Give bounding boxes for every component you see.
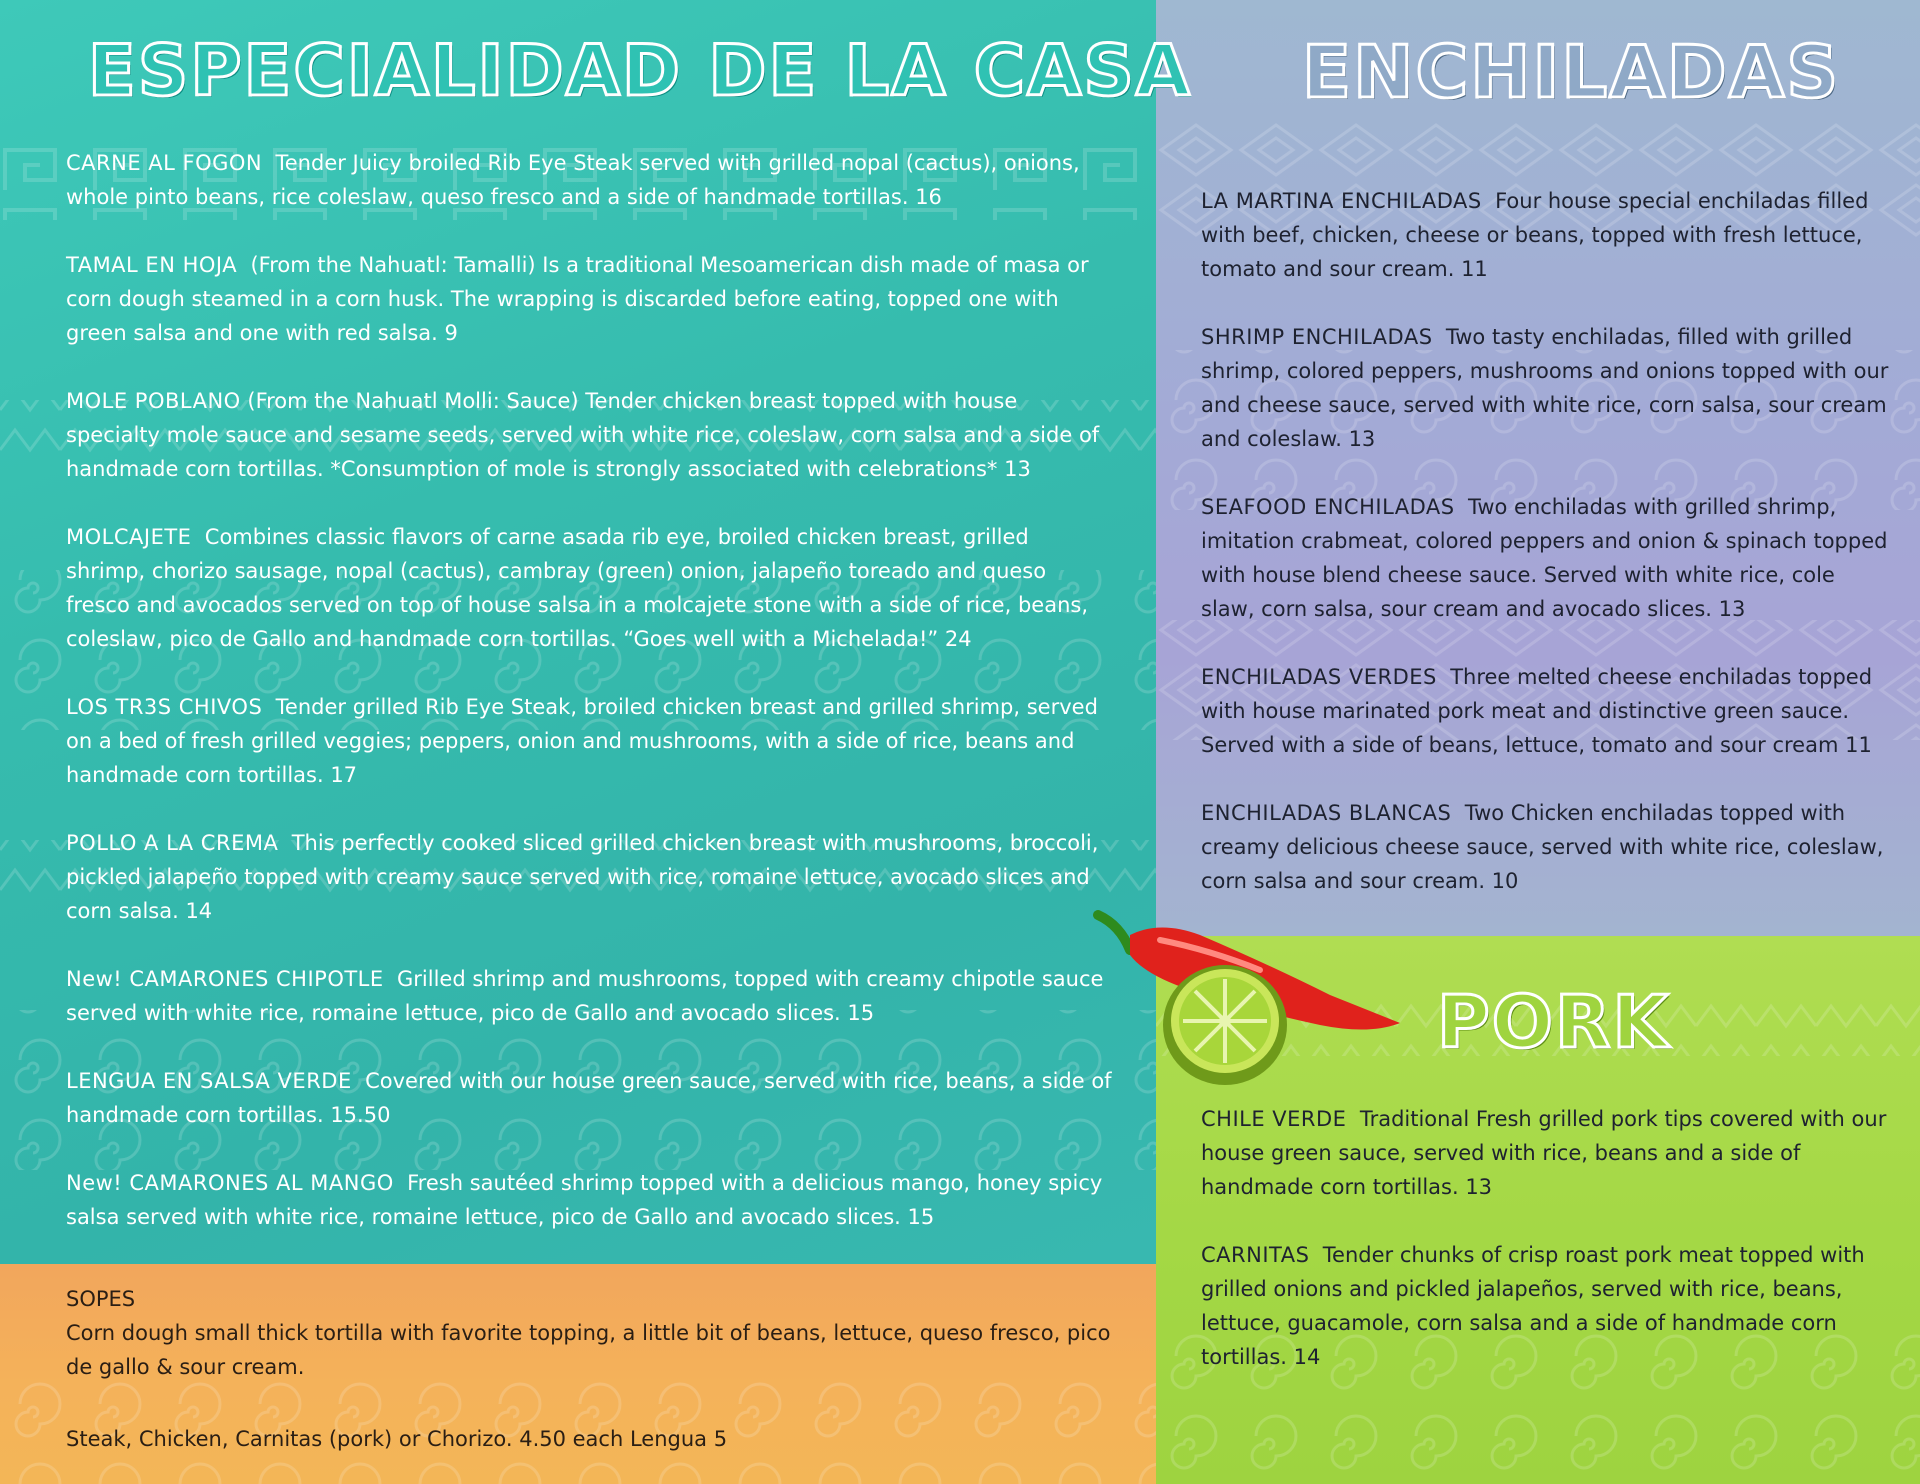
item-description: Covered with our house green sauce, served with rice, beans, a side of handmade corn tortillas. 15.50 bbox=[66, 1069, 1112, 1127]
item-description: (From the Nahuatl Molli: Sauce) Tender chicken breast topped with house specialty mole sauce and sesame seeds, served with white rice, coleslaw, corn salsa and a side of handmade corn tortillas. *Consumption of mole is strongly associated with celebrations* 13 bbox=[66, 389, 1100, 481]
menu-item bbox=[66, 1166, 1112, 1234]
item-description: Two Chicken enchiladas topped with creamy delicious cheese sauce, served with white rice, coleslaw, corn salsa and sour cream. 10 bbox=[1201, 801, 1884, 893]
sopes-name: SOPES bbox=[66, 1287, 136, 1311]
item-description: Two enchiladas with grilled shrimp, imitation crabmeat, colored peppers and onion & spinach topped with house blend cheese sauce. Served with white rice, cole slaw, corn salsa, sour cream and avocado slices. 13 bbox=[1201, 495, 1888, 621]
menu-item bbox=[66, 1064, 1112, 1132]
item-description: Four house special enchiladas filled with beef, chicken, cheese or beans, topped with fresh lettuce, tomato and sour cream. 11 bbox=[1201, 189, 1869, 281]
item-name: POLLO A LA CREMA bbox=[66, 831, 279, 855]
menu-item bbox=[66, 520, 1112, 656]
item-description: Fresh sautéed shrimp topped with a delicious mango, honey spicy salsa served with white rice, romaine lettuce, pico de Gallo and avocado slices. 15 bbox=[66, 1171, 1103, 1229]
sopes-options: Steak, Chicken, Carnitas (pork) or Chorizo. 4.50 each Lengua 5 bbox=[66, 1427, 728, 1451]
item-description: Tender chunks of crisp roast pork meat topped with grilled onions and pickled jalapeños, served with rice, beans, lettuce, guacamole, corn salsa and a side of handmade corn tortillas. 14 bbox=[1201, 1243, 1865, 1369]
menu-item bbox=[66, 248, 1112, 350]
item-description: This perfectly cooked sliced grilled chicken breast with mushrooms, broccoli, pickled jalapeño topped with creamy sauce served with rice, romaine lettuce, avocado slices and corn salsa. 14 bbox=[66, 831, 1099, 923]
menu-item bbox=[1201, 490, 1891, 626]
item-name: SEAFOOD ENCHILADAS bbox=[1201, 495, 1455, 519]
item-name: CARNITAS bbox=[1201, 1243, 1310, 1267]
menu-item bbox=[1201, 1102, 1891, 1204]
menu-item bbox=[66, 384, 1112, 486]
menu-item bbox=[66, 962, 1112, 1030]
item-description: Two tasty enchiladas, filled with grilled shrimp, colored peppers, mushrooms and onions topped with our and cheese sauce, served with white rice, corn salsa, sour cream and coleslaw. 13 bbox=[1201, 325, 1889, 451]
enchiladas-title: ENCHILADAS bbox=[1302, 30, 1841, 114]
item-description: Traditional Fresh grilled pork tips covered with our house green sauce, served with rice, beans and a side of handmade corn tortillas. 13 bbox=[1201, 1107, 1887, 1199]
item-name: LOS TR3S CHIVOS bbox=[66, 695, 263, 719]
item-name: CHILE VERDE bbox=[1201, 1107, 1347, 1131]
item-name: MOLE POBLANO bbox=[66, 389, 241, 413]
item-name: SHRIMP ENCHILADAS bbox=[1201, 325, 1433, 349]
item-name: ENCHILADAS BLANCAS bbox=[1201, 801, 1452, 825]
item-name: LENGUA EN SALSA VERDE bbox=[66, 1069, 352, 1093]
lime-half-icon bbox=[1155, 955, 1305, 1090]
item-name: TAMAL EN HOJA bbox=[66, 253, 238, 277]
item-description: Grilled shrimp and mushrooms, topped with creamy chipotle sauce served with white rice, romaine lettuce, pico de Gallo and avocado slices. 15 bbox=[66, 967, 1104, 1025]
menu-item bbox=[1201, 796, 1891, 898]
item-name: MOLCAJETE bbox=[66, 525, 192, 549]
item-name: New! CAMARONES CHIPOTLE bbox=[66, 967, 384, 991]
menu-item bbox=[1201, 660, 1891, 762]
sopes-description: Corn dough small thick tortilla with favorite topping, a little bit of beans, lettuce, queso fresco, pico de gallo & sour cream. bbox=[66, 1321, 1111, 1379]
item-name: ENCHILADAS VERDES bbox=[1201, 665, 1437, 689]
menu-item bbox=[1201, 1238, 1891, 1374]
item-description: Tender grilled Rib Eye Steak, broiled chicken breast and grilled shrimp, served on a bed of fresh grilled veggies; peppers, onion and mushrooms, with a side of rice, beans and handmade corn tortillas. 17 bbox=[66, 695, 1098, 787]
item-description: Tender Juicy broiled Rib Eye Steak served with grilled nopal (cactus), onions, whole pinto beans, rice coleslaw, queso fresco and a side of handmade tortillas. 16 bbox=[66, 151, 1080, 209]
menu-item bbox=[1201, 184, 1891, 286]
item-name: New! CAMARONES AL MANGO bbox=[66, 1171, 394, 1195]
especialidad-title: ESPECIALIDAD DE LA CASA bbox=[88, 30, 1192, 112]
menu-item bbox=[66, 146, 1112, 214]
item-name: CARNE AL FOGON bbox=[66, 151, 263, 175]
pork-title: PORK bbox=[1437, 980, 1671, 1064]
item-description: (From the Nahuatl: Tamalli) Is a traditional Mesoamerican dish made of masa or corn dough steamed in a corn husk. The wrapping is discarded before eating, topped one with green salsa and one with red salsa. 9 bbox=[66, 253, 1089, 345]
item-description: Combines classic flavors of carne asada rib eye, broiled chicken breast, grilled shrimp, chorizo sausage, nopal (cactus), cambray (green) onion, jalapeño toreado and queso fresco and avocados served on top of house salsa in a molcajete stone with a side of rice, beans, coleslaw, pico de Gallo and handmade corn tortillas. “Goes well with a Michelada!” 24 bbox=[66, 525, 1088, 651]
item-name: LA MARTINA ENCHILADAS bbox=[1201, 189, 1482, 213]
menu-item bbox=[1201, 320, 1891, 456]
item-description: Three melted cheese enchiladas topped with house marinated pork meat and distinctive green sauce. Served with a side of beans, lettuce, tomato and sour cream 11 bbox=[1201, 665, 1873, 757]
menu-item bbox=[66, 826, 1112, 928]
menu-item bbox=[66, 690, 1112, 792]
